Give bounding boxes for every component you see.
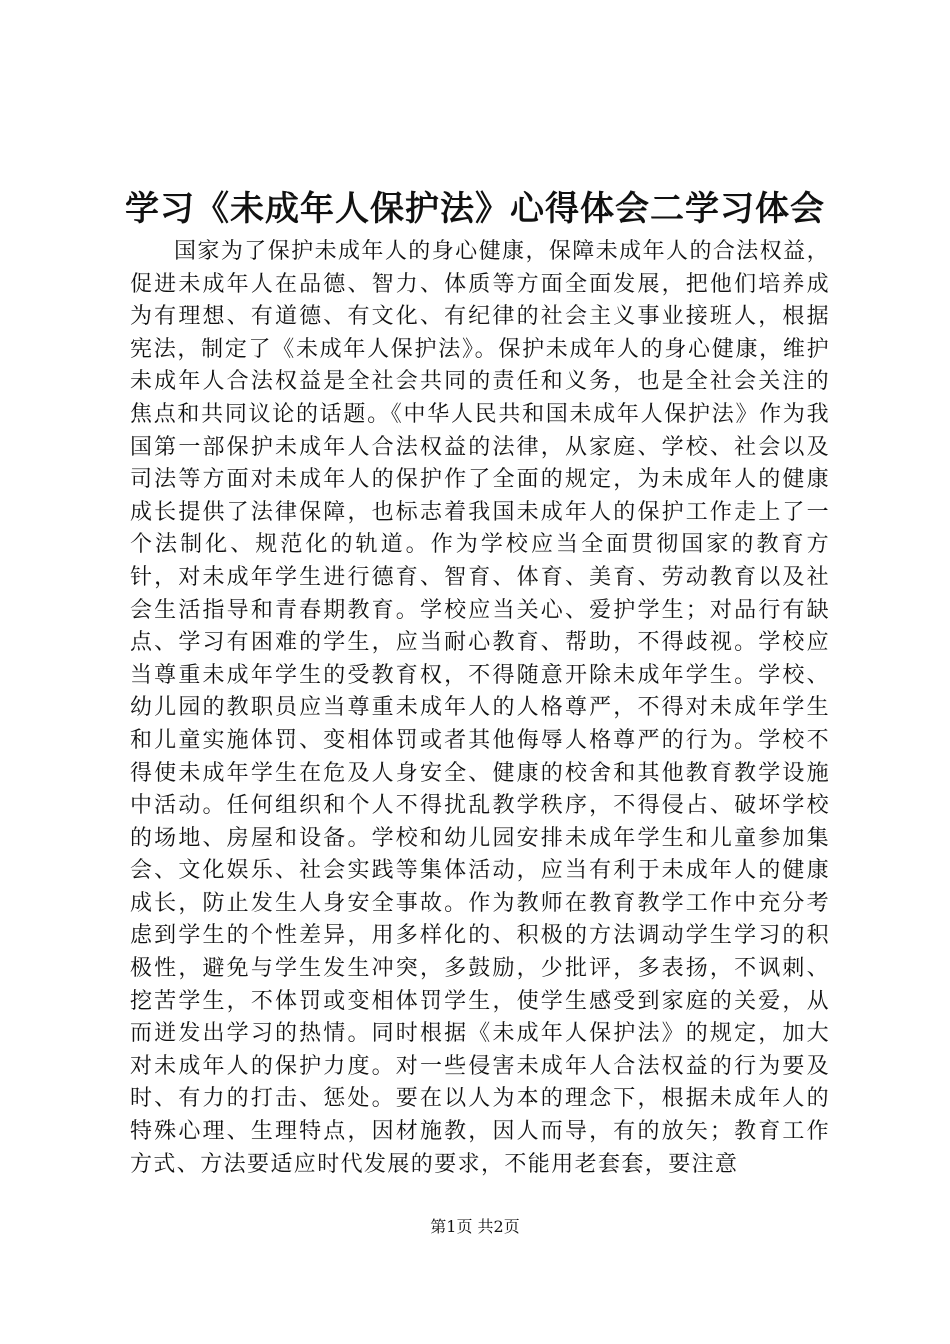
- document-title: 学习《未成年人保护法》心得体会二学习体会: [125, 189, 825, 229]
- body-paragraph: 国家为了保护未成年人的身心健康，保障未成年人的合法权益，促进未成年人在品德、智力、体质等方面全面发展，把他们培养成为有理想、有道德、有文化、有纪律的社会主义事业接班人，根据宪法，制定了《未成年人保护法》。保护未成年人的身心健康，维护未成年人合法权益是全社会共同的责任和义务，也是全社会关注的焦点和共同议论的话题。《中华人民共和国未成年人保护法》作为我国第一部保护未成年人合法权益的法律，从家庭、学校、社会以及司法等方面对未成年人的保护作了全面的规定，为未成年人的健康成长提供了法律保障，也标志着我国未成年人的保护工作走上了一个法制化、规范化的轨道。作为学校应当全面贯彻国家的教育方针，对未成年学生进行德育、智育、体育、美育、劳动教育以及社会生活指导和青春期教育。学校应当关心、爱护学生；对品行有缺点、学习有困难的学生，应当耐心教育、帮助，不得歧视。学校应当尊重未成年学生的受教育权，不得随意开除未成年学生。学校、幼儿园的教职员应当尊重未成年人的人格尊严，不得对未成年学生和儿童实施体罚、变相体罚或者其他侮辱人格尊严的行为。学校不得使未成年学生在危及人身安全、健康的校舍和其他教育教学设施中活动。任何组织和个人不得扰乱教学秩序，不得侵占、破坏学校的场地、房屋和设备。学校和幼儿园安排未成年学生和儿童参加集会、文化娱乐、社会实践等集体活动，应当有利于未成年人的健康成长，防止发生人身安全事故。作为教师在教育教学工作中充分考虑到学生的个性差异，用多样化的、积极的方法调动学生学习的积极性，避免与学生发生冲突，多鼓励，少批评，多表扬，不讽刺、挖苦学生，不体罚或变相体罚学生，使学生感受到家庭的关爱，从而迸发出学习的热情。同时根据《未成年人保护法》的规定，加大对未成年人的保护力度。对一些侵害未成年人合法权益的行为要及时、有力的打击、惩处。要在以人为本的理念下，根据未成年人的特殊心理、生理特点，因材施教，因人而导，有的放矢；教育工作方式、方法要适应时代发展的要求，不能用老套套，要注意: [130, 239, 830, 1177]
- page-footer: 第1页 共2页: [430, 1217, 520, 1236]
